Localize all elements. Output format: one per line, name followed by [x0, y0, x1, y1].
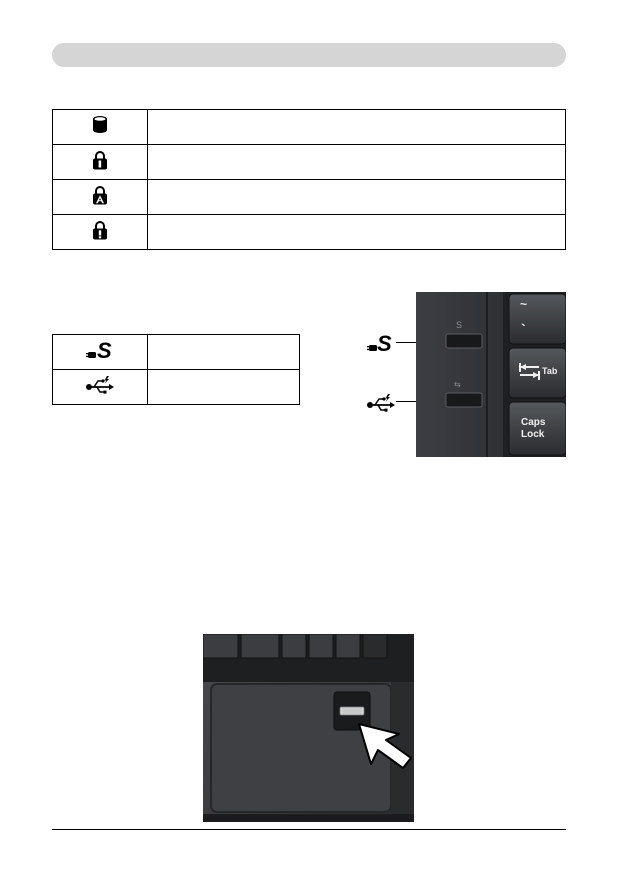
- usb-power-icon: [85, 374, 115, 396]
- usb-power-icon: [366, 392, 396, 414]
- table-row: [53, 145, 566, 180]
- icon-cell: [53, 145, 148, 180]
- table-row: [53, 110, 566, 145]
- fingerprint-reader-photo: [203, 634, 414, 822]
- footer-rule: [52, 829, 566, 830]
- icon-cell: [53, 215, 148, 250]
- key-label: ~: [520, 297, 528, 311]
- indicator-description: [148, 145, 566, 180]
- indicator-description: [148, 335, 300, 370]
- svg-text:S: S: [456, 320, 463, 330]
- svg-text:⇆: ⇆: [454, 380, 461, 389]
- icon-cell: [53, 335, 148, 370]
- keyboard-side-illustration: [416, 292, 566, 457]
- status-indicator-table: [52, 109, 566, 250]
- icon-cell: [53, 110, 148, 145]
- table-row: [53, 335, 300, 370]
- key-label: Caps: [521, 417, 546, 428]
- caps-lock-icon: [92, 185, 108, 205]
- table-row: [53, 215, 566, 250]
- indicator-description: [148, 180, 566, 215]
- icon-cell: [53, 370, 148, 405]
- palmrest-illustration: [203, 634, 414, 822]
- section-header-bar: [52, 43, 566, 67]
- power-plug-icon: [86, 338, 114, 362]
- indicator-description: [148, 110, 566, 145]
- power-indicator-table: [52, 334, 300, 405]
- key-label: `: [521, 321, 526, 337]
- table-row: [53, 370, 300, 405]
- indicator-description: [148, 215, 566, 250]
- indicator-description: [148, 370, 300, 405]
- icon-cell: [53, 180, 148, 215]
- scroll-lock-icon: [92, 220, 108, 240]
- table-row: [53, 180, 566, 215]
- hdd-icon: [91, 115, 109, 135]
- key-label: Lock: [521, 429, 545, 440]
- keyboard-side-photo: [416, 292, 566, 457]
- power-plug-icon: [367, 331, 395, 355]
- svg-text:S: S: [377, 331, 392, 355]
- key-label: Tab: [542, 366, 558, 376]
- num-lock-icon: [92, 150, 108, 170]
- svg-text:S: S: [97, 337, 112, 362]
